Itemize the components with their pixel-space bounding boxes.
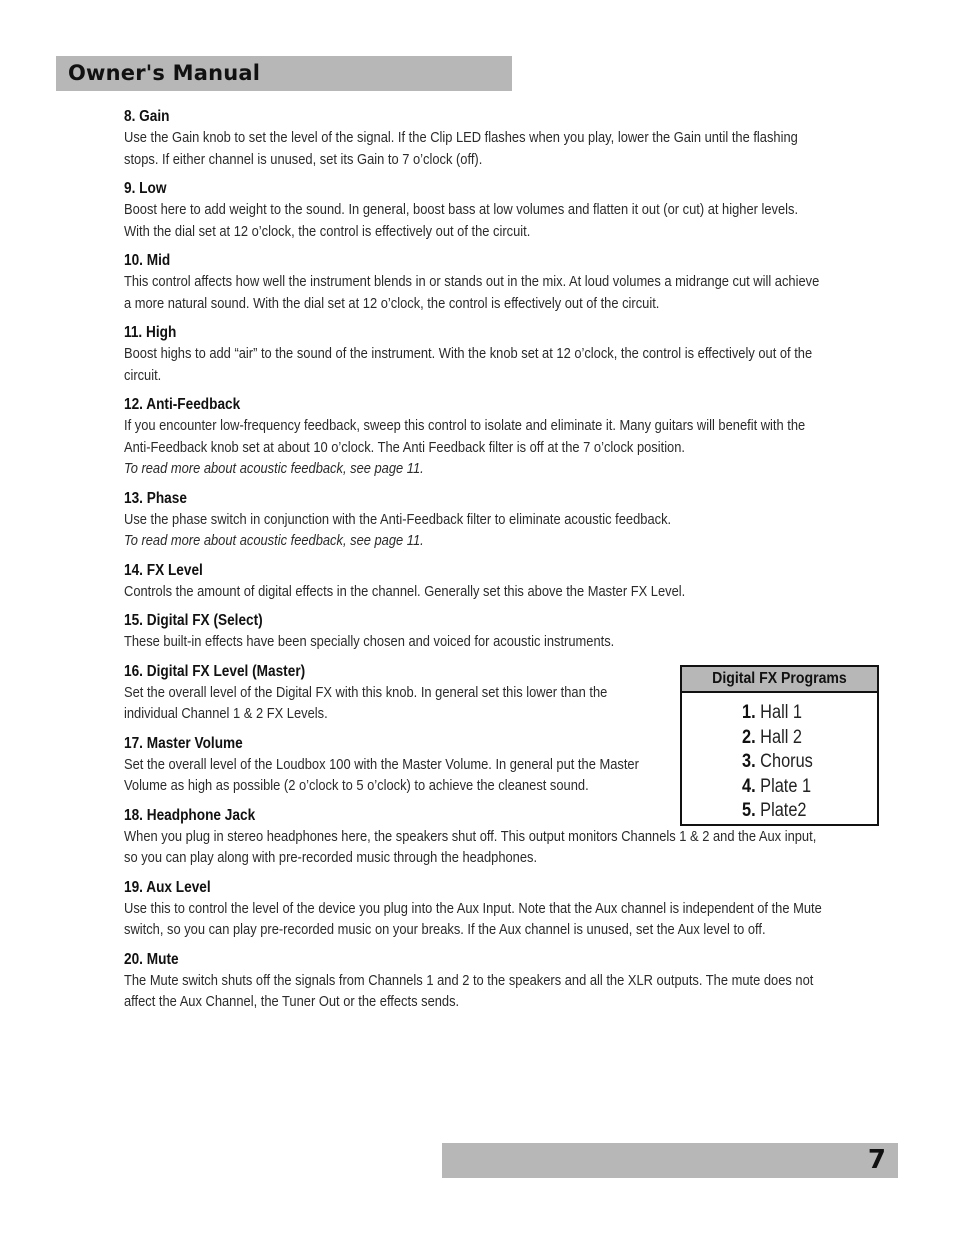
section: [124, 949, 824, 1013]
section-body: Boost highs to add “air” to the sound of the instrument. With the knob set at 12 o’clock, the control is effectively out of the circuit.: [124, 345, 813, 384]
header-bar: [56, 56, 512, 91]
section-title: 14. FX Level: [124, 561, 203, 579]
fx-program-name: Chorus: [760, 751, 813, 772]
fx-program-item: [742, 775, 858, 800]
section-body-wrap: [124, 826, 824, 869]
section-title: 18. Headphone Jack: [124, 806, 256, 824]
section-title: 9. Low: [124, 180, 167, 197]
section-note: To read more about acoustic feedback, see page 11.: [124, 460, 424, 477]
section-body-wrap: [124, 127, 824, 170]
manual-content: [124, 106, 824, 1021]
page-number: 7: [867, 1145, 886, 1175]
page-title: Owner's Manual: [68, 61, 261, 85]
section-body-wrap: [124, 898, 824, 941]
fx-program-name: Plate 1: [760, 775, 812, 797]
section: [124, 610, 824, 653]
fx-program-number: 4.: [742, 775, 756, 797]
section-body: Boost here to add weight to the sound. In general, boost bass at low volumes and flatten it out (or cut) at higher levels. With the dial set at 12 o’clock, the control is effectively out of the circuit.: [124, 201, 799, 240]
section: [124, 488, 824, 552]
section-title: 19. Aux Level: [124, 878, 211, 896]
section-body: Use the phase switch in conjunction with the Anti-Feedback filter to eliminate acoustic feedback.: [124, 510, 672, 528]
section-body-wrap: [124, 970, 824, 1013]
section-title: 11. High: [124, 324, 177, 341]
section-body: This control affects how well the instrument blends in or stands out in the mix. At loud volumes a midrange cut will achieve a more natural sound. With the dial set at 12 o’clock, the control is effectively out of the circuit.: [124, 273, 820, 312]
digital-fx-programs-box: [680, 665, 879, 826]
section-body: Use the Gain knob to set the level of the signal. If the Clip LED flashes when you play, lower the Gain until the flashing stops. If either channel is unused, set its Gain to 7 o’clock (off).: [124, 129, 798, 168]
fx-box-title: [682, 667, 877, 693]
section-title: 12. Anti-Feedback: [124, 396, 241, 413]
section-title: 8. Gain: [124, 108, 170, 125]
fx-program-name: Plate2: [760, 800, 807, 821]
section-body-wrap: [124, 682, 644, 725]
fx-program-item: [742, 726, 858, 751]
section-body: Controls the amount of digital effects in the channel. Generally set this above the Master FX Level.: [124, 582, 686, 600]
section-body: The Mute switch shuts off the signals from Channels 1 and 2 to the speakers and all the XLR outputs. The mute does not affect the Aux Channel, the Tuner Out or the effects sends.: [124, 971, 814, 1010]
fx-program-number: 1.: [742, 702, 756, 723]
section-title: 13. Phase: [124, 489, 187, 507]
section-body-wrap: [124, 199, 824, 242]
section-body: Set the overall level of the Loudbox 100 with the Master Volume. In general put the Master Volume as high as possible (2 o’clock to 5 o’clock) to achieve the cleanest sound.: [124, 755, 639, 794]
section-body: When you plug in stereo headphones here, the speakers shut off. This output monitors Channels 1 & 2 and the Aux input, so you can play along with pre-recorded music through the headphones.: [124, 827, 817, 866]
section-body-wrap: [124, 271, 824, 314]
fx-program-number: 2.: [742, 726, 756, 748]
section-body-wrap: [124, 754, 644, 797]
section: [124, 560, 824, 603]
fx-program-name: Hall 2: [760, 726, 802, 748]
section-body: Set the overall level of the Digital FX with this knob. In general set this lower than the individual Channel 1 & 2 FX Levels.: [124, 683, 608, 722]
section-title: 16. Digital FX Level (Master): [124, 662, 306, 680]
section-body: These built-in effects have been specially chosen and voiced for acoustic instruments.: [124, 633, 615, 650]
section: [124, 106, 824, 170]
section-body-wrap: [124, 415, 824, 480]
fx-program-number: 5.: [742, 800, 756, 821]
section: [124, 250, 824, 314]
fx-program-number: 3.: [742, 751, 756, 772]
section-title: 15. Digital FX (Select): [124, 612, 263, 629]
fx-program-list: [682, 693, 877, 824]
fx-program-name: Hall 1: [760, 702, 802, 723]
section-body-wrap: [124, 343, 824, 386]
section-title: 17. Master Volume: [124, 734, 243, 752]
section-title: 10. Mid: [124, 252, 171, 269]
section-body: If you encounter low-frequency feedback, sweep this control to isolate and eliminate it. Many guitars will benefit with the Anti-Feedback knob set at about 10 o’clock. The Anti Feedback filter is off at the 7 o’clock position.: [124, 417, 806, 456]
fx-program-item: [742, 750, 858, 775]
fx-program-item: [742, 799, 858, 824]
section-body-wrap: [124, 509, 824, 552]
section: [124, 322, 824, 386]
section: [124, 877, 824, 941]
section: [124, 394, 824, 480]
section-body-wrap: [124, 581, 824, 603]
section-note: To read more about acoustic feedback, see page 11.: [124, 532, 424, 549]
section: [124, 178, 824, 242]
section-body: Use this to control the level of the device you plug into the Aux Input. Note that the Aux channel is independent of the Mute switch, so you can play pre-recorded music on your breaks. If the Aux channel is unused, set the Aux level to off.: [124, 899, 822, 938]
footer-bar: [442, 1143, 898, 1178]
section-body-wrap: [124, 631, 824, 653]
section-title: 20. Mute: [124, 950, 179, 968]
fx-program-item: [742, 701, 858, 726]
fx-box-title-text: Digital FX Programs: [712, 670, 847, 687]
